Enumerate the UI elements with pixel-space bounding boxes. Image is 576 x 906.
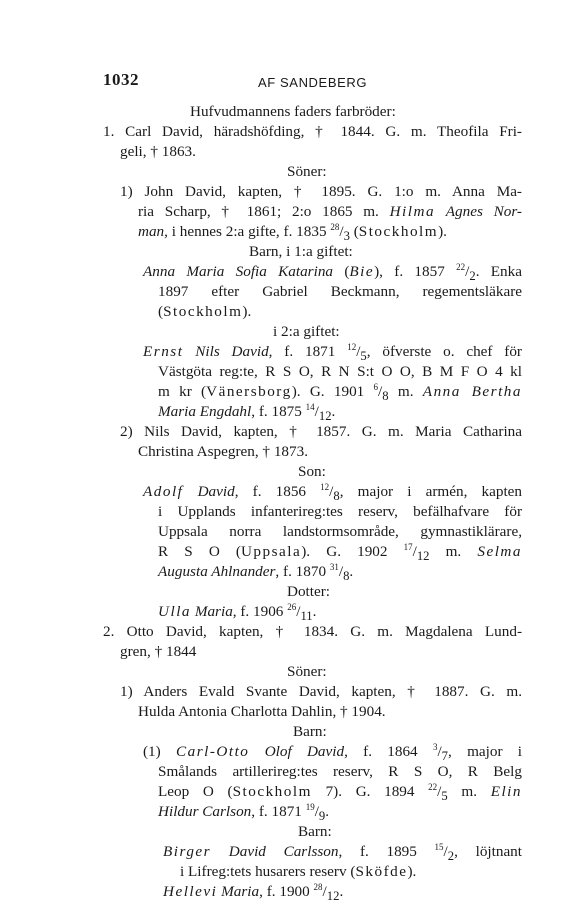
text-line: i Lifreg:tets husarers reserv (Sköfde). [180, 863, 417, 880]
text-line: Maria Engdahl, f. 1875 $^{14}/_{12}$. [158, 402, 336, 424]
text-line: Leop O (Stockholm 7). G. 1894 $^{22}/_5$ m. Elin [158, 782, 522, 804]
text-line: Västgöta reg:te, R S O, R N S:t O O, B M F O 4 kl [158, 363, 522, 380]
text-line: Hildur Carlson, f. 1871 $^{19}/_9$. [158, 802, 330, 824]
text-line: (Stockholm). [158, 303, 252, 320]
text-line: ria Scharp, † 1861; 2:o 1865 m. Hilma Agnes Nor- [138, 203, 522, 220]
text-line: 1) Anders Evald Svante David, kapten, † 1887. G. m. [120, 683, 522, 700]
running-head: AF SANDEBERG [258, 75, 368, 90]
text-line: gren, † 1844 [120, 643, 197, 660]
text-line: Hufvudmannens faders farbröder: [190, 103, 396, 120]
text-line: geli, † 1863. [120, 143, 196, 160]
text-line: Barn, i 1:a giftet: [249, 243, 353, 260]
text-line: man, i hennes 2:a gifte, f. 1835 $^{28}/_3$ (Stockholm). [138, 222, 447, 244]
text-line: Barn: [293, 723, 327, 740]
text-line: (1) Carl-Otto Olof David, f. 1864 $^3/_7$, major i [143, 742, 522, 764]
text-line: Hulda Antonia Charlotta Dahlin, † 1904. [138, 703, 386, 720]
text-line: Barn: [298, 823, 332, 840]
page-number: 1032 [103, 70, 139, 89]
page-header [0, 70, 576, 92]
text-line: i 2:a giftet: [273, 323, 340, 340]
text-line: Hellevi Maria, f. 1900 $^{28}/_{12}$. [163, 882, 344, 904]
text-line: Smålands artillerireg:tes reserv, R S O, R Belg [158, 763, 522, 780]
text-line: m kr (Vänersborg). G. 1901 $^6/_8$ m. Anna Bertha [158, 382, 522, 404]
text-line: Söner: [287, 663, 327, 680]
text-line: Dotter: [287, 583, 331, 600]
text-line: 2) Nils David, kapten, † 1857. G. m. Maria Catharina [120, 423, 522, 440]
text-line: Ernst Nils David, f. 1871 $^{12}/_5$, öfverste o. chef för [143, 342, 522, 364]
text-line: 1) John David, kapten, † 1895. G. 1:o m. Anna Ma- [120, 183, 522, 200]
text-line: Anna Maria Sofia Katarina (Bie), f. 1857 $^{22}/_2$. Enka [143, 262, 522, 284]
text-line: 2. Otto David, kapten, † 1834. G. m. Magdalena Lund- [103, 623, 522, 640]
text-line: Adolf David, f. 1856 $^{12}/_8$, major i armén, kapten [143, 482, 523, 504]
text-line: Augusta Ahlnander, f. 1870 $^{31}/_8$. [158, 562, 354, 584]
text-line: i Upplands infanterireg:tes reserv, befälhafvare för [158, 503, 522, 520]
text-line: Son: [298, 463, 326, 480]
text-line: R S O (Uppsala). G. 1902 $^{17}/_{12}$ m. Selma [158, 542, 522, 564]
text-line: Christina Aspegren, † 1873. [138, 443, 308, 460]
text-line: Söner: [287, 163, 327, 180]
text-line: 1897 efter Gabriel Beckmann, regementsläkare [158, 283, 522, 300]
text-line: Birger David Carlsson, f. 1895 $^{15}/_2$, löjtnant [163, 842, 522, 864]
text-line: 1. Carl David, häradshöfding, † 1844. G. m. Theofila Fri- [103, 123, 522, 140]
text-line: Ulla Maria, f. 1906 $^{26}/_{11}$. [158, 602, 317, 624]
text-line: Uppsala norra landstormsområde, gymnastiklärare, [158, 523, 522, 540]
